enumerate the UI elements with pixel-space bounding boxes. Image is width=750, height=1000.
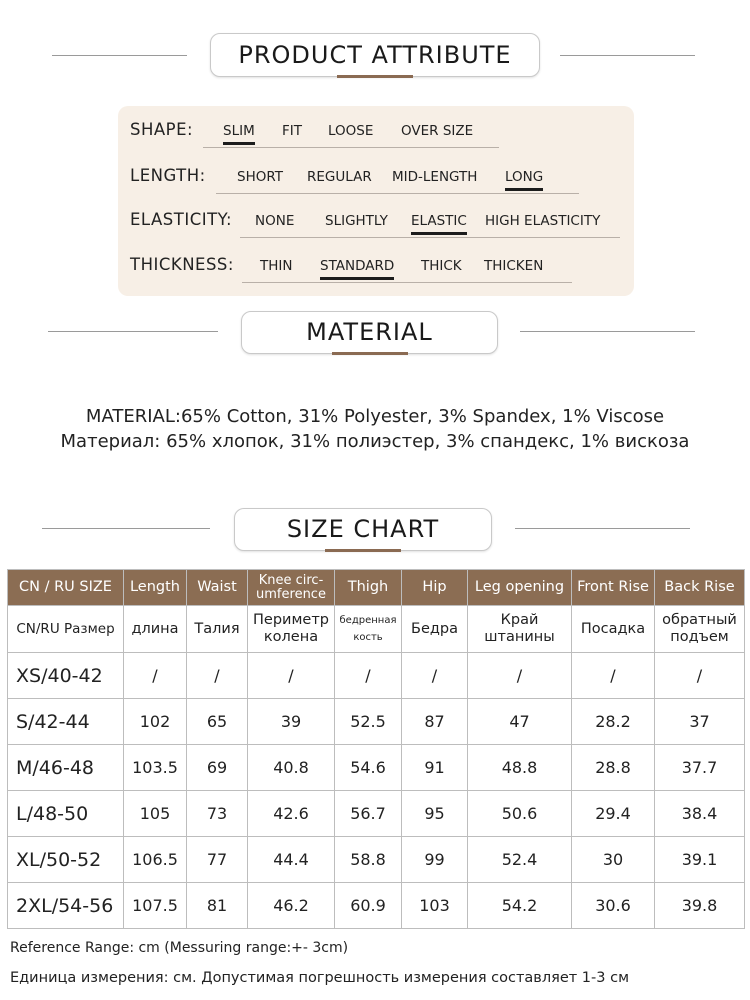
section-title-material [241, 311, 498, 354]
table-row [8, 745, 745, 791]
size-label-cell: XS/40-42 [8, 653, 124, 699]
measurement-cell: / [124, 653, 187, 699]
col-header-knee: Knee circ-umference [248, 570, 335, 606]
section-title-material-text: MATERIAL [306, 318, 433, 346]
size-label-cell: M/46-48 [8, 745, 124, 791]
attr-option-standard: STANDARD [320, 258, 395, 274]
attr-option-slim: SLIM [223, 123, 255, 139]
title-underbar [325, 549, 401, 552]
measurement-cell: 73 [187, 791, 248, 837]
divider-line [42, 528, 210, 529]
attr-option-oversize: OVER SIZE [401, 123, 474, 139]
measurement-cell: 58.8 [335, 837, 402, 883]
col-header-ru-front-rise: Посадка [572, 606, 655, 653]
col-header-leg-opening: Leg opening [468, 570, 572, 606]
col-header-ru-waist: Талия [187, 606, 248, 653]
divider-line [515, 528, 690, 529]
attr-label-thickness: THICKNESS: [130, 255, 234, 274]
measurement-cell: 39.1 [655, 837, 745, 883]
attr-line [242, 282, 572, 283]
attr-row-thickness [118, 255, 634, 285]
col-header-waist: Waist [187, 570, 248, 606]
attr-option-elastic: ELASTIC [411, 213, 467, 229]
measurement-cell: 48.8 [468, 745, 572, 791]
measurement-cell: 52.5 [335, 699, 402, 745]
measurement-cell: 99 [402, 837, 468, 883]
attr-option-high-elasticity: HIGH ELASTICITY [485, 213, 601, 229]
col-header-ru-size: CN/RU Размер [8, 606, 124, 653]
measurement-cell: 87 [402, 699, 468, 745]
measurement-cell: 95 [402, 791, 468, 837]
measurement-cell: / [402, 653, 468, 699]
attribute-panel [118, 106, 634, 296]
measurement-cell: 39 [248, 699, 335, 745]
measurement-cell: 107.5 [124, 883, 187, 929]
attr-option-mid-length: MID-LENGTH [392, 169, 478, 185]
size-label-cell: S/42-44 [8, 699, 124, 745]
attr-option-thin: THIN [260, 258, 293, 274]
attr-line [240, 237, 620, 238]
size-label-cell: L/48-50 [8, 791, 124, 837]
measurement-cell: 105 [124, 791, 187, 837]
measurement-cell: 65 [187, 699, 248, 745]
measurement-cell: 39.8 [655, 883, 745, 929]
attr-option-loose: LOOSE [328, 123, 374, 139]
attr-option-fit: FIT [282, 123, 302, 139]
measurement-cell: 102 [124, 699, 187, 745]
measurement-cell: 54.2 [468, 883, 572, 929]
col-header-ru-leg-opening: Край штанины [468, 606, 572, 653]
size-label-cell: 2XL/54-56 [8, 883, 124, 929]
attr-label-shape: SHAPE: [130, 120, 194, 139]
measurement-cell: 106.5 [124, 837, 187, 883]
attr-option-short: SHORT [237, 169, 283, 185]
divider-line [52, 55, 187, 56]
section-title-size-chart [234, 508, 492, 551]
measurement-cell: / [572, 653, 655, 699]
measurement-cell: 38.4 [655, 791, 745, 837]
measurement-cell: 46.2 [248, 883, 335, 929]
measurement-cell: 81 [187, 883, 248, 929]
attr-option-slightly: SLIGHTLY [325, 213, 388, 229]
measurement-cell: / [187, 653, 248, 699]
measurement-cell: / [655, 653, 745, 699]
title-underbar [337, 75, 413, 78]
measurement-cell: 103.5 [124, 745, 187, 791]
measurement-cell: 56.7 [335, 791, 402, 837]
attr-line [203, 147, 499, 148]
attr-row-elasticity [118, 210, 634, 240]
col-header-front-rise: Front Rise [572, 570, 655, 606]
table-row [8, 791, 745, 837]
measurement-cell: 44.4 [248, 837, 335, 883]
measurement-cell: 77 [187, 837, 248, 883]
measurement-cell: 50.6 [468, 791, 572, 837]
measurement-cell: 52.4 [468, 837, 572, 883]
section-title-attributes [210, 33, 540, 77]
attr-option-thicken: THICKEN [484, 258, 544, 274]
measurement-cell: / [335, 653, 402, 699]
reference-range-text: Reference Range: cm (Messuring range:+- 3cm) [10, 940, 349, 956]
table-header-row-ru [8, 606, 745, 653]
measurement-cell: 54.6 [335, 745, 402, 791]
attr-option-thick: THICK [421, 258, 462, 274]
attr-line [216, 193, 579, 194]
col-header-ru-thigh: бедренная кость [335, 606, 402, 653]
measurement-cell: 47 [468, 699, 572, 745]
measurement-cell: 42.6 [248, 791, 335, 837]
measurement-note-ru: Единица измерения: см. Допустимая погрешность измерения составляет 1-3 см [10, 970, 630, 986]
material-text-en: MATERIAL:65% Cotton, 31% Polyester, 3% Spandex, 1% Viscose [85, 406, 665, 427]
attr-label-elasticity: ELASTICITY: [130, 210, 233, 229]
col-header-size: CN / RU SIZE [8, 570, 124, 606]
size-chart-table [7, 569, 745, 929]
title-underbar [332, 352, 408, 355]
size-label-cell: XL/50-52 [8, 837, 124, 883]
measurement-cell: 103 [402, 883, 468, 929]
table-row [8, 653, 745, 699]
measurement-cell: 37.7 [655, 745, 745, 791]
col-header-hip: Hip [402, 570, 468, 606]
divider-line [520, 331, 695, 332]
col-header-ru-length: длина [124, 606, 187, 653]
divider-line [48, 331, 218, 332]
measurement-cell: / [248, 653, 335, 699]
measurement-cell: 37 [655, 699, 745, 745]
measurement-cell: 30.6 [572, 883, 655, 929]
attr-row-length [118, 166, 634, 196]
attr-label-length: LENGTH: [130, 166, 206, 185]
table-row [8, 837, 745, 883]
table-header-row [8, 570, 745, 606]
col-header-thigh: Thigh [335, 570, 402, 606]
divider-line [560, 55, 695, 56]
col-header-ru-back-rise: обратный подъем [655, 606, 745, 653]
table-row [8, 699, 745, 745]
section-title-size-chart-text: SIZE CHART [286, 515, 440, 543]
measurement-cell: 28.8 [572, 745, 655, 791]
attr-option-long: LONG [505, 169, 544, 185]
measurement-cell: 91 [402, 745, 468, 791]
measurement-cell: 60.9 [335, 883, 402, 929]
measurement-cell: 28.2 [572, 699, 655, 745]
col-header-back-rise: Back Rise [655, 570, 745, 606]
attr-option-regular: REGULAR [307, 169, 372, 185]
col-header-ru-hip: Бедра [402, 606, 468, 653]
section-title-attributes-text: PRODUCT ATTRIBUTE [238, 41, 512, 69]
measurement-cell: 29.4 [572, 791, 655, 837]
measurement-cell: 30 [572, 837, 655, 883]
col-header-length: Length [124, 570, 187, 606]
measurement-cell: 69 [187, 745, 248, 791]
attr-option-none: NONE [255, 213, 295, 229]
measurement-cell: / [468, 653, 572, 699]
col-header-ru-knee: Периметр колена [248, 606, 335, 653]
attr-row-shape [118, 120, 634, 150]
table-row [8, 883, 745, 929]
material-text-ru: Материал: 65% хлопок, 31% полиэстер, 3% спандекс, 1% вискоза [60, 431, 690, 452]
measurement-cell: 40.8 [248, 745, 335, 791]
